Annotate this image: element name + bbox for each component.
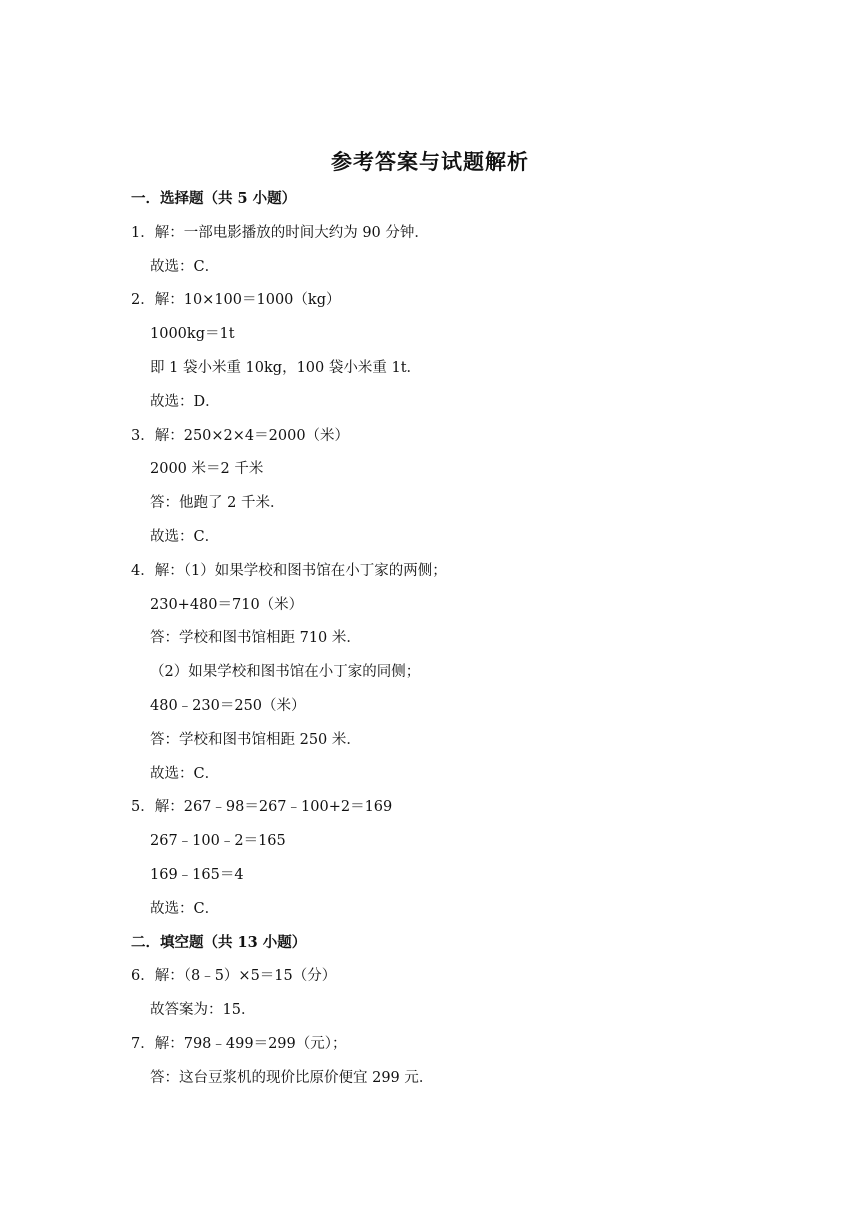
answer-line: 故选：C． <box>150 529 220 545</box>
answer-line: 2000 米＝2 千米 <box>150 461 264 478</box>
page-title: 参考答案与试题解析 <box>331 149 529 174</box>
answer-line: 答：学校和图书馆相距 710 米． <box>150 630 361 647</box>
answer-line: 故选：D． <box>150 393 220 410</box>
answer-line: 4．解：（1）如果学校和图书馆在小丁家的两侧； <box>131 562 447 579</box>
answer-line: 7．解：798﹣499＝299（元）； <box>131 1036 347 1052</box>
answer-line: 230+480＝710（米） <box>150 596 304 613</box>
answer-line: 故选：C． <box>150 258 220 275</box>
answer-line: 6．解：（8﹣5）×5＝15（分） <box>131 968 337 985</box>
section-heading: 二．填空题（共 13 小题） <box>131 933 307 951</box>
answer-line: 5．解：267﹣98＝267﹣100+2＝169 <box>131 799 393 816</box>
section-heading: 一．选择题（共 5 小题） <box>131 190 297 207</box>
answer-line: 169﹣165＝4 <box>150 867 244 883</box>
answer-line: 480﹣230＝250（米） <box>150 698 306 714</box>
answer-line: 1．解：一部电影播放的时间大约为 90 分钟． <box>131 224 429 241</box>
answer-line: 故答案为：15． <box>150 1002 256 1019</box>
answer-line: 答：学校和图书馆相距 250 米． <box>150 731 361 748</box>
answer-line: 故选：C． <box>150 765 220 782</box>
answer-line: 2．解：10×100＝1000（kg） <box>131 292 341 309</box>
answer-line: 1000kg＝1t <box>150 326 235 343</box>
answer-line: 故选：C． <box>150 900 220 917</box>
answer-line: 答：这台豆浆机的现价比原价便宜 299 元． <box>150 1069 434 1086</box>
answer-line: 267﹣100﹣2＝165 <box>150 833 286 850</box>
answer-line: 即 1 袋小米重 10kg，100 袋小米重 1t． <box>150 360 422 376</box>
answer-line: （2）如果学校和图书馆在小丁家的同侧； <box>150 664 421 681</box>
answer-line: 答：他跑了 2 千米． <box>150 495 285 512</box>
answer-line: 3．解：250×2×4＝2000（米） <box>131 427 350 444</box>
